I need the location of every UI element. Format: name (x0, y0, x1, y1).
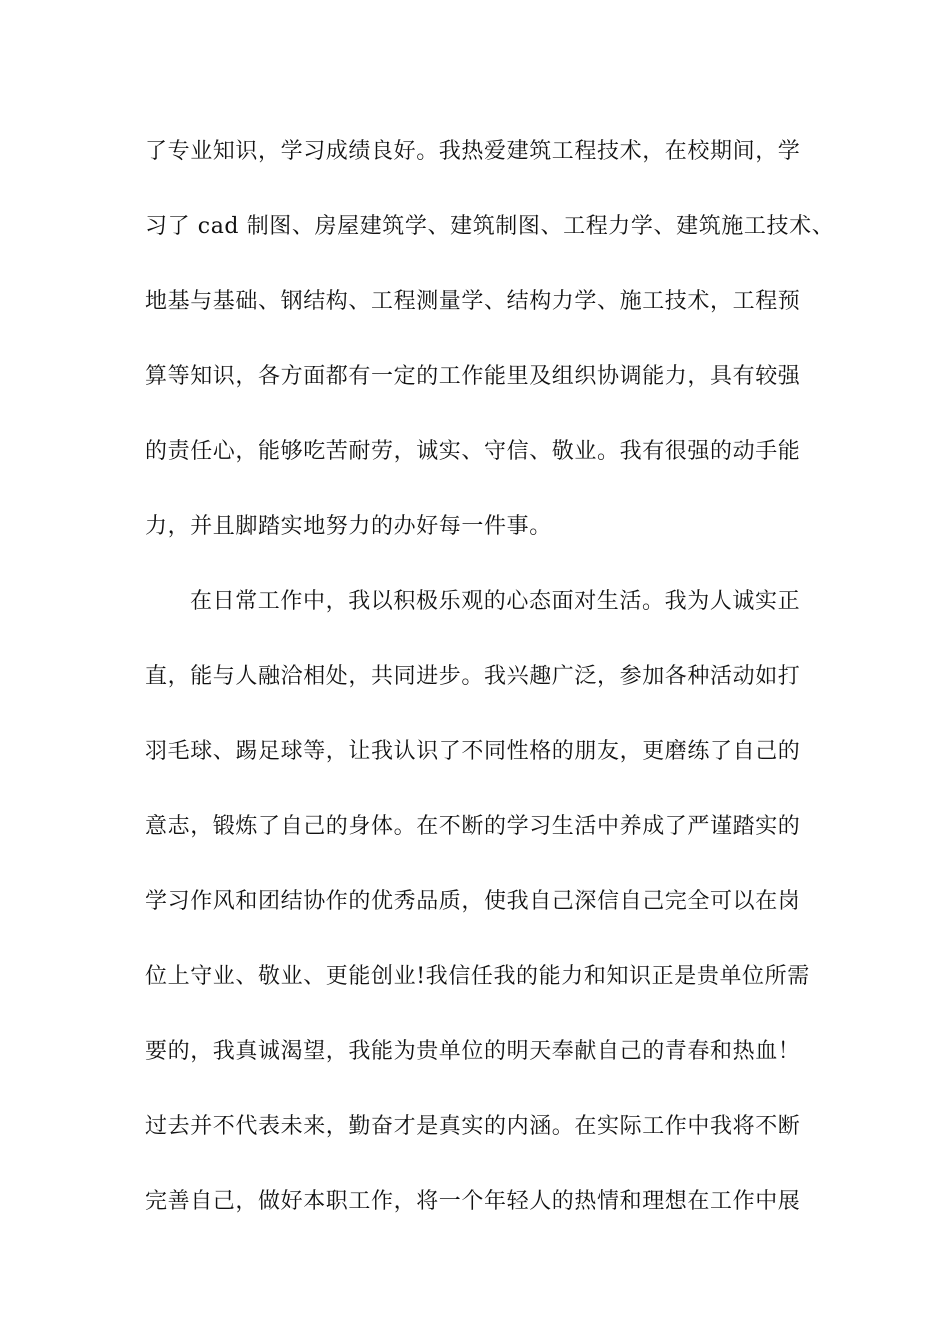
text-line: 羽毛球、踢足球等，让我认识了不同性格的朋友，更磨练了自己的 (145, 739, 801, 764)
text-line: 的责任心，能够吃苦耐劳，诚实、守信、敬业。我有很强的动手能 (145, 439, 801, 464)
text-line: 力，并且脚踏实地努力的办好每一件事。 (145, 514, 552, 539)
text-line: 地基与基础、钢结构、工程测量学、结构力学、施工技术，工程预 (145, 289, 801, 314)
text-line: 直，能与人融洽相处，共同进步。我兴趣广泛，参加各种活动如打 (145, 664, 801, 689)
text-line: 完善自己，做好本职工作，将一个年轻人的热情和理想在工作中展 (145, 1189, 801, 1214)
text-line: 位上守业、敬业、更能创业!我信任我的能力和知识正是贵单位所需 (145, 964, 810, 989)
text-line: 了专业知识，学习成绩良好。我热爱建筑工程技术，在校期间，学 (145, 139, 801, 164)
text-line: 算等知识，各方面都有一定的工作能里及组织协调能力，具有较强 (145, 364, 801, 389)
text-line: 过去并不代表未来，勤奋才是真实的内涵。在实际工作中我将不断 (145, 1114, 801, 1139)
text-line: 意志，锻炼了自己的身体。在不断的学习生活中养成了严谨踏实的 (145, 814, 801, 839)
text-line: 习了 cad 制图、房屋建筑学、建筑制图、工程力学、建筑施工技术、 (145, 214, 835, 239)
text-line: 学习作风和团结协作的优秀品质，使我自己深信自己完全可以在岗 (145, 889, 801, 914)
paragraph-first-line: 在日常工作中，我以积极乐观的心态面对生活。我为人诚实正 (190, 589, 801, 614)
text-line: 要的，我真诚渴望，我能为贵单位的明天奉献自己的青春和热血！ (145, 1039, 801, 1064)
